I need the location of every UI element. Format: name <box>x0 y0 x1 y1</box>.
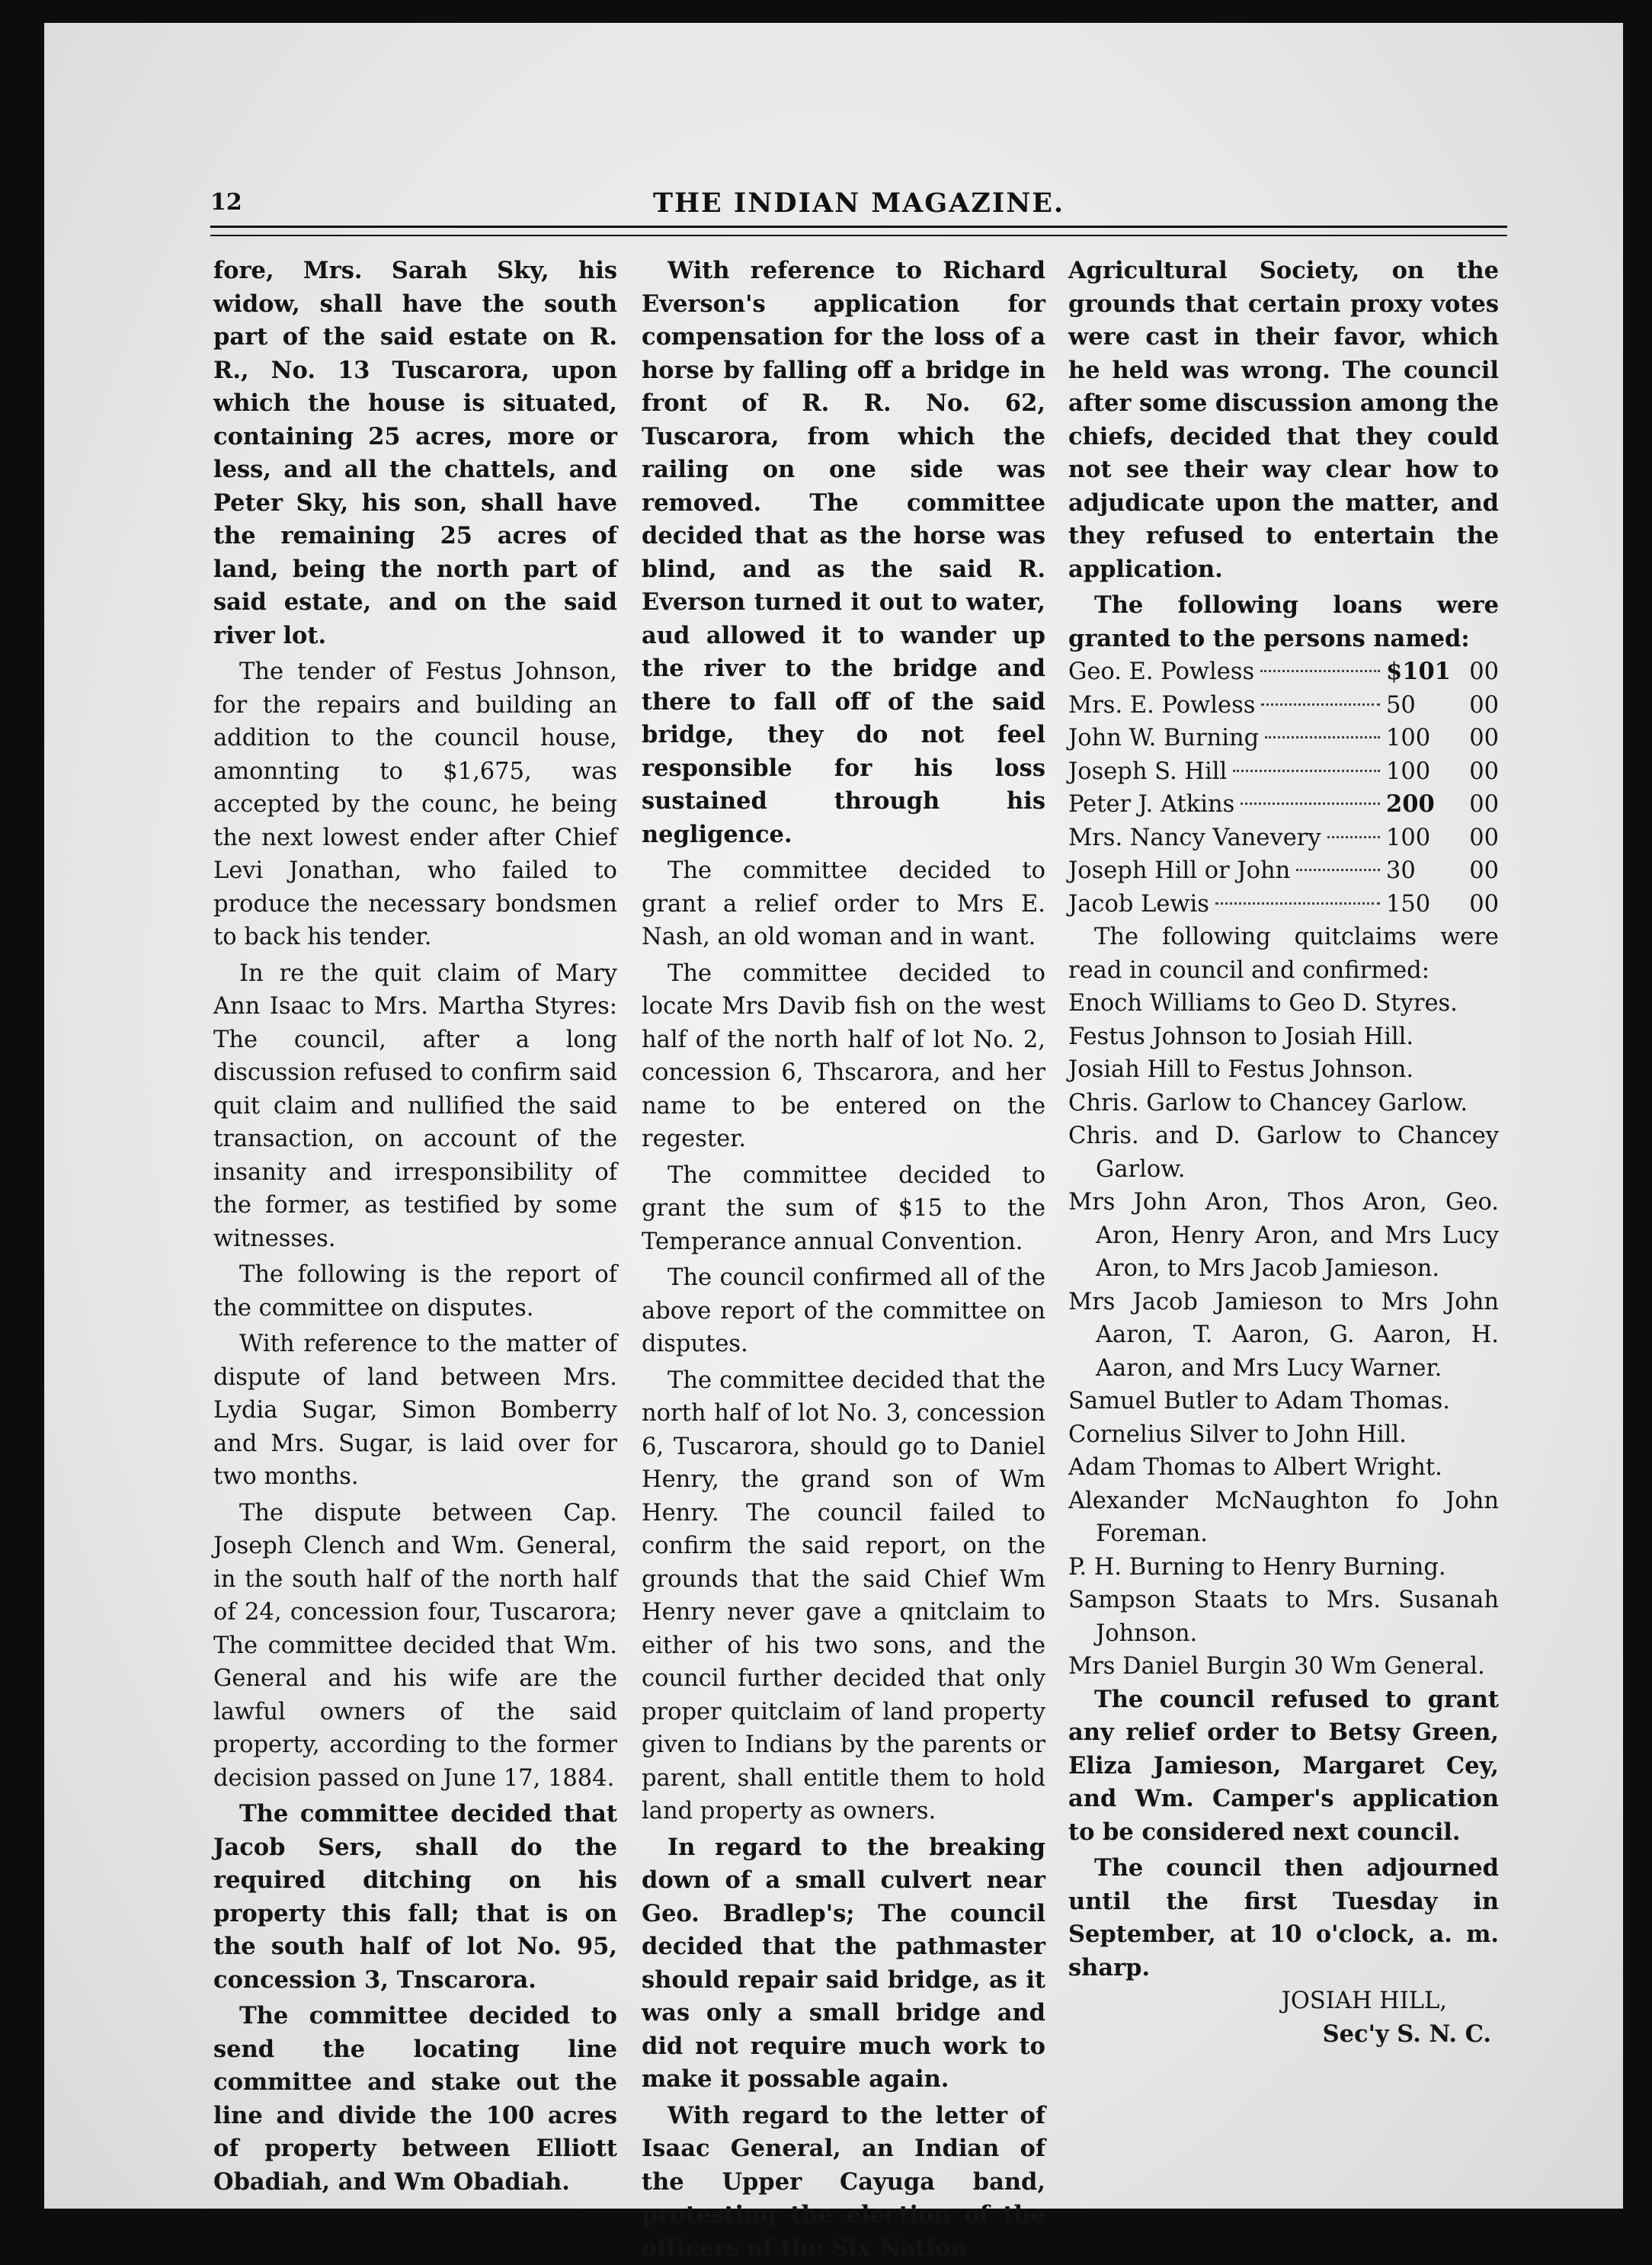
loan-name: Peter J. Atkins <box>1068 788 1234 822</box>
paragraph: The committee decided to send the locating line committee and stake out the line and divide the 100 acres of property between Elliott Obadiah, and Wm Obadiah. <box>213 2000 617 2199</box>
loan-dollars: 200 <box>1386 788 1435 822</box>
leader-dots <box>1215 902 1380 905</box>
quitclaim-item: Adam Thomas to Albert Wright. <box>1068 1451 1499 1485</box>
loan-name: Jacob Lewis <box>1068 888 1209 921</box>
column-middle <box>642 255 1045 2265</box>
quitclaim-item: Samuel Butler to Adam Thomas. <box>1068 1385 1499 1418</box>
quitclaims-list <box>1068 987 1499 1684</box>
quitclaim-item: Sampson Staats to Mrs. Susanah Johnson. <box>1068 1584 1499 1650</box>
paragraph: fore, Mrs. Sarah Sky, his widow, shall have the south part of the said estate on R. R., No. 13 Tuscarora, upon which the house is situated, containing 25 acres, more or less, and all the chattels, and Peter Sky, his son, shall have the remaining 25 acres of land, being the north part of said estate, and on the said river lot. <box>213 255 617 652</box>
quitclaim-item: Chris. and D. Garlow to Chancey Garlow. <box>1068 1120 1499 1186</box>
paragraph: In regard to the breaking down of a small culvert near Geo. Bradlep's; The council decided that the pathmaster should repair said bridge, as it was only a small bridge and did not require much work to make it possable again. <box>642 1831 1045 2097</box>
loan-name: Mrs. E. Powless <box>1068 689 1255 722</box>
quitclaim-item: Mrs John Aron, Thos Aron, Geo. Aron, Henry Aron, and Mrs Lucy Aron, to Mrs Jacob Jamieson. <box>1068 1186 1499 1286</box>
leader-dots <box>1296 869 1380 871</box>
loan-cents: 00 <box>1469 888 1499 921</box>
loan-amount <box>1386 888 1499 921</box>
loan-name: Joseph Hill or John <box>1068 854 1290 888</box>
paragraph: The council refused to grant any relief order to Betsy Green, Eliza Jamieson, Margaret Cey, and Wm. Camper's application to be considered next council. <box>1068 1684 1499 1850</box>
loans-list <box>1068 655 1499 921</box>
paragraph: With reference to Richard Everson's application for compensation for the loss of a horse by falling off a bridge in front of R. R. No. 62, Tuscarora, from which the railing on one side was removed. The committee decided that as the horse was blind, and as the said R. Everson turned it out to water, aud allowed it to wander up the river to the bridge and there to fall off of the said bridge, they do not feel responsible for his loss sustained through his negligence. <box>642 255 1045 851</box>
page-number: 12 <box>210 189 242 216</box>
loan-cents: 00 <box>1469 788 1499 822</box>
loan-cents: 00 <box>1469 822 1499 855</box>
quitclaim-item: Mrs Daniel Burgin 30 Wm General. <box>1068 1650 1499 1684</box>
quitclaim-item: Enoch Williams to Geo D. Styres. <box>1068 987 1499 1020</box>
loan-dollars: 150 <box>1386 888 1430 921</box>
loan-name: Joseph S. Hill <box>1068 755 1227 789</box>
loan-amount <box>1386 755 1499 789</box>
leader-dots <box>1327 836 1380 838</box>
paragraph: The tender of Festus Johnson, for the repairs and building an addition to the council house, amonnting to $1,675, was accepted by the counc, he being the next lowest ender after Chief Levi Jonathan, who failed to produce the necessary bondsmen to back his tender. <box>213 655 617 954</box>
column-left <box>213 255 617 2199</box>
loan-cents: 00 <box>1469 655 1499 689</box>
loan-amount <box>1386 689 1499 722</box>
paragraph: With regard to the letter of Isaac General, an Indian of the Upper Cayuga band, protesting the election of the officers of the Six Nation <box>642 2100 1045 2265</box>
loan-amount <box>1386 655 1499 689</box>
paragraph: Agricultural Society, on the grounds that certain proxy votes were cast in their favor, which he held was wrong. The council after some discussion among the chiefs, decided that they could not see their way clear how to adjudicate upon the matter, and they refused to entertain the application. <box>1068 255 1499 586</box>
loan-dollars: 100 <box>1386 822 1430 855</box>
paragraph: The committee decided that Jacob Sers, shall do the required ditching on his property this fall; that is on the south half of lot No. 95, concession 3, Tnscarora. <box>213 1798 617 1997</box>
loan-dollars: $101 <box>1386 655 1451 689</box>
loan-row <box>1068 788 1499 822</box>
loan-amount <box>1386 822 1499 855</box>
quitclaim-item: Mrs Jacob Jamieson to Mrs John Aaron, T. Aaron, G. Aaron, H. Aaron, and Mrs Lucy Warner. <box>1068 1286 1499 1386</box>
loan-amount <box>1386 788 1499 822</box>
quitclaim-item: Cornelius Silver to John Hill. <box>1068 1418 1499 1452</box>
quitclaims-intro: The following quitclaims were read in council and confirmed: <box>1068 921 1499 987</box>
loan-cents: 00 <box>1469 854 1499 888</box>
paragraph: The committee decided to grant a relief order to Mrs E. Nash, an old woman and in want. <box>642 854 1045 954</box>
loan-row <box>1068 655 1499 689</box>
paragraph: With reference to the matter of dispute of land between Mrs. Lydia Sugar, Simon Bomberry and Mrs. Sugar, is laid over for two months. <box>213 1328 617 1494</box>
column-right <box>1068 255 1499 2051</box>
loan-row <box>1068 689 1499 722</box>
loan-dollars: 100 <box>1386 722 1430 755</box>
loan-cents: 00 <box>1469 722 1499 755</box>
loan-name: Mrs. Nancy Vanevery <box>1068 822 1321 855</box>
paragraph: The committee decided that the north half of lot No. 3, concession 6, Tuscarora, should go to Daniel Henry, the grand son of Wm Henry. The council failed to confirm the said report, on the grounds that the said Chief Wm Henry never gave a qnitclaim to either of his two sons, and the council further decided that only proper quitclaim of land property given to Indians by the parents or parent, shall entitle them to hold land property as owners. <box>642 1364 1045 1828</box>
loan-dollars: 50 <box>1386 689 1416 722</box>
leader-dots <box>1241 803 1380 805</box>
loan-row <box>1068 822 1499 855</box>
loan-amount <box>1386 854 1499 888</box>
loan-name: John W. Burning <box>1068 722 1259 755</box>
paragraph: The following is the report of the committee on disputes. <box>213 1258 617 1325</box>
paragraph: The council then adjourned until the first Tuesday in September, at 10 o'clock, a. m. sharp. <box>1068 1852 1499 1985</box>
loan-row <box>1068 854 1499 888</box>
quitclaim-item: Josiah Hill to Festus Johnson. <box>1068 1053 1499 1087</box>
leader-dots <box>1260 670 1380 672</box>
page-header <box>210 187 1507 226</box>
loans-intro: The following loans were granted to the persons named: <box>1068 589 1499 655</box>
loan-row <box>1068 722 1499 755</box>
paragraph: The dispute between Cap. Joseph Clench and Wm. General, in the south half of the north half of 24, concession four, Tuscarora; The committee decided that Wm. General and his wife are the lawful owners of the said property, according to the former decision passed on June 17, 1884. <box>213 1497 617 1796</box>
leader-dots <box>1261 703 1380 706</box>
magazine-title: THE INDIAN MAGAZINE. <box>210 187 1507 219</box>
loan-name: Geo. E. Powless <box>1068 655 1254 689</box>
loan-dollars: 30 <box>1386 854 1416 888</box>
loan-row <box>1068 755 1499 789</box>
signature-title: Sec'y S. N. C. <box>1068 2018 1499 2052</box>
paragraph: The committee decided to grant the sum of $15 to the Temperance annual Convention. <box>642 1159 1045 1259</box>
loan-amount <box>1386 722 1499 755</box>
loan-row <box>1068 888 1499 921</box>
quitclaim-item: P. H. Burning to Henry Burning. <box>1068 1551 1499 1584</box>
loan-cents: 00 <box>1469 689 1499 722</box>
leader-dots <box>1233 770 1380 772</box>
paragraph: In re the quit claim of Mary Ann Isaac to Mrs. Martha Styres: The council, after a long discussion refused to confirm said quit claim and nullified the said transaction, on account of the insanity and irresponsibility of the former, as testified by some witnesses. <box>213 957 617 1256</box>
header-rule <box>210 226 1507 236</box>
loan-cents: 00 <box>1469 755 1499 789</box>
signature-name: JOSIAH HILL, <box>1068 1985 1499 2018</box>
quitclaim-item: Festus Johnson to Josiah Hill. <box>1068 1020 1499 1054</box>
loan-dollars: 100 <box>1386 755 1430 789</box>
paragraph: The council confirmed all of the above report of the committee on disputes. <box>642 1261 1045 1361</box>
paragraph: The committee decided to locate Mrs Davib fish on the west half of the north half of lot No. 2, concession 6, Thscarora, and her name to be entered on the regester. <box>642 957 1045 1156</box>
quitclaim-item: Alexander McNaughton fo John Foreman. <box>1068 1485 1499 1551</box>
leader-dots <box>1265 736 1380 738</box>
quitclaim-item: Chris. Garlow to Chancey Garlow. <box>1068 1087 1499 1120</box>
